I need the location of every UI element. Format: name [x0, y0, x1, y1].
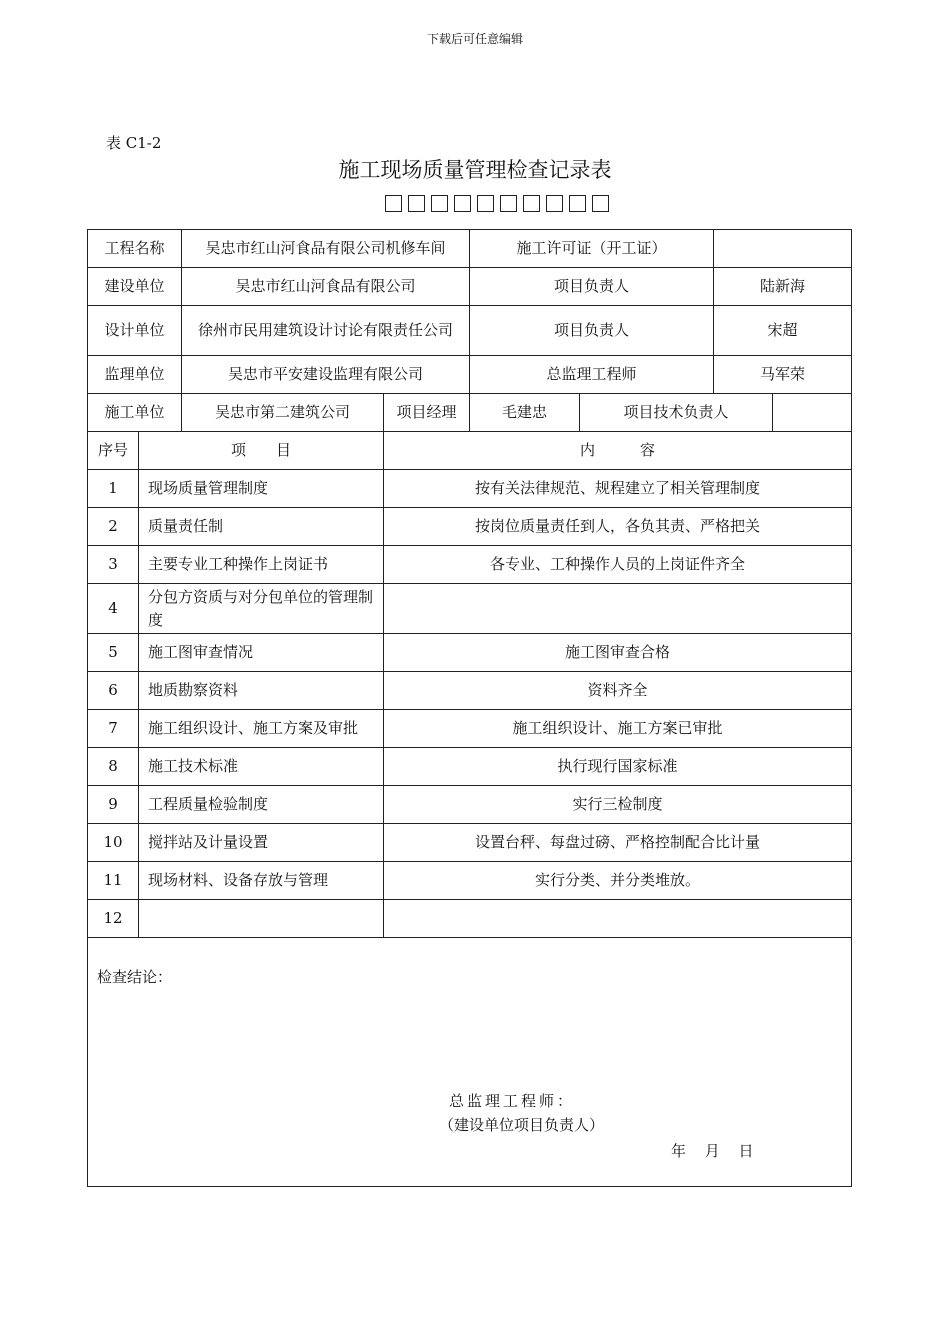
design-label: 设计单位 — [88, 306, 182, 356]
table-row — [88, 900, 852, 938]
row-item: 分包方资质与对分包单位的管理制度 — [139, 584, 384, 634]
project-name-value: 吴忠市红山河食品有限公司机修车间 — [182, 230, 470, 268]
row-content: 执行现行国家标准 — [384, 748, 852, 786]
row-item: 主要专业工种操作上岗证书 — [139, 546, 384, 584]
row-content: 设置台秤、每盘过磅、严格控制配合比计量 — [384, 824, 852, 862]
info-row-design — [88, 306, 852, 356]
construction-value: 吴忠市第二建筑公司 — [182, 394, 384, 432]
table-code: 表 C1-2 — [106, 134, 162, 152]
permit-label: 施工许可证（开工证） — [470, 230, 714, 268]
builder-leader-value: 陆新海 — [714, 268, 852, 306]
row-item — [139, 900, 384, 938]
table-row — [88, 508, 852, 546]
row-item: 搅拌站及计量设置 — [139, 824, 384, 862]
empty-box — [523, 195, 540, 212]
conclusion-label: 检查结论： — [97, 968, 173, 986]
row-no: 2 — [88, 508, 139, 546]
row-item: 施工图审查情况 — [139, 634, 384, 672]
column-header-row — [88, 432, 852, 470]
row-content: 各专业、工种操作人员的上岗证件齐全 — [384, 546, 852, 584]
info-row-supervision — [88, 356, 852, 394]
row-no: 6 — [88, 672, 139, 710]
col-no-header: 序号 — [88, 432, 139, 470]
chief-supervisor-value: 马军荣 — [714, 356, 852, 394]
supervision-label: 监理单位 — [88, 356, 182, 394]
row-item: 地质勘察资料 — [139, 672, 384, 710]
row-no: 3 — [88, 546, 139, 584]
row-item: 工程质量检验制度 — [139, 786, 384, 824]
empty-box — [454, 195, 471, 212]
header-note: 下载后可任意编辑 — [426, 32, 523, 46]
empty-box — [431, 195, 448, 212]
page-title: 施工现场质量管理检查记录表 — [338, 158, 612, 182]
construction-label: 施工单位 — [88, 394, 182, 432]
row-item: 现场质量管理制度 — [139, 470, 384, 508]
row-content: 施工组织设计、施工方案已审批 — [384, 710, 852, 748]
row-content: 实行三检制度 — [384, 786, 852, 824]
date-label: 年 月 日 — [671, 1142, 754, 1160]
row-no: 12 — [88, 900, 139, 938]
row-no: 5 — [88, 634, 139, 672]
row-content: 按岗位质量责任到人，各负其责、严格把关 — [384, 508, 852, 546]
row-no: 8 — [88, 748, 139, 786]
row-item: 现场材料、设备存放与管理 — [139, 862, 384, 900]
row-content: 资料齐全 — [384, 672, 852, 710]
chief-supervisor-signature-label: 总监理工程师： — [449, 1092, 576, 1110]
row-no: 7 — [88, 710, 139, 748]
row-content — [384, 584, 852, 634]
check-items — [88, 470, 852, 938]
pm-value: 毛建忠 — [470, 394, 580, 432]
design-leader-value: 宋超 — [714, 306, 852, 356]
empty-box — [408, 195, 425, 212]
pm-label: 项目经理 — [384, 394, 470, 432]
table-row — [88, 584, 852, 634]
table-row — [88, 748, 852, 786]
table-row — [88, 546, 852, 584]
row-item: 施工组织设计、施工方案及审批 — [139, 710, 384, 748]
conclusion-cell — [88, 938, 852, 1187]
empty-box — [569, 195, 586, 212]
empty-box — [592, 195, 609, 212]
builder-leader-label: 项目负责人 — [470, 268, 714, 306]
inspection-table — [87, 229, 852, 1187]
row-content — [384, 900, 852, 938]
chief-supervisor-label: 总监理工程师 — [470, 356, 714, 394]
builder-label: 建设单位 — [88, 268, 182, 306]
table-row — [88, 634, 852, 672]
supervision-value: 吴忠市平安建设监理有限公司 — [182, 356, 470, 394]
row-no: 11 — [88, 862, 139, 900]
empty-box — [500, 195, 517, 212]
builder-leader-signature-label: （建设单位项目负责人） — [439, 1116, 605, 1134]
permit-value — [714, 230, 852, 268]
tech-leader-label: 项目技术负责人 — [580, 394, 773, 432]
col-item-header: 项 目 — [139, 432, 384, 470]
row-content: 实行分类、并分类堆放。 — [384, 862, 852, 900]
row-content: 施工图审查合格 — [384, 634, 852, 672]
empty-box — [546, 195, 563, 212]
table-row — [88, 786, 852, 824]
project-name-label: 工程名称 — [88, 230, 182, 268]
col-content-header: 内 容 — [384, 432, 852, 470]
table-row — [88, 672, 852, 710]
info-row-construction — [88, 394, 852, 432]
row-no: 1 — [88, 470, 139, 508]
builder-value: 吴忠市红山河食品有限公司 — [182, 268, 470, 306]
table-row — [88, 862, 852, 900]
row-item: 质量责任制 — [139, 508, 384, 546]
checkbox-row — [385, 195, 609, 212]
row-item: 施工技术标准 — [139, 748, 384, 786]
design-value: 徐州市民用建筑设计讨论有限责任公司 — [182, 306, 470, 356]
table-row — [88, 470, 852, 508]
empty-box — [477, 195, 494, 212]
conclusion-row — [88, 938, 852, 1187]
table-row — [88, 824, 852, 862]
row-content: 按有关法律规范、规程建立了相关管理制度 — [384, 470, 852, 508]
empty-box — [385, 195, 402, 212]
info-row-builder — [88, 268, 852, 306]
design-leader-label: 项目负责人 — [470, 306, 714, 356]
row-no: 9 — [88, 786, 139, 824]
tech-leader-value — [773, 394, 852, 432]
row-no: 4 — [88, 584, 139, 634]
table-row — [88, 710, 852, 748]
row-no: 10 — [88, 824, 139, 862]
info-row-project — [88, 230, 852, 268]
